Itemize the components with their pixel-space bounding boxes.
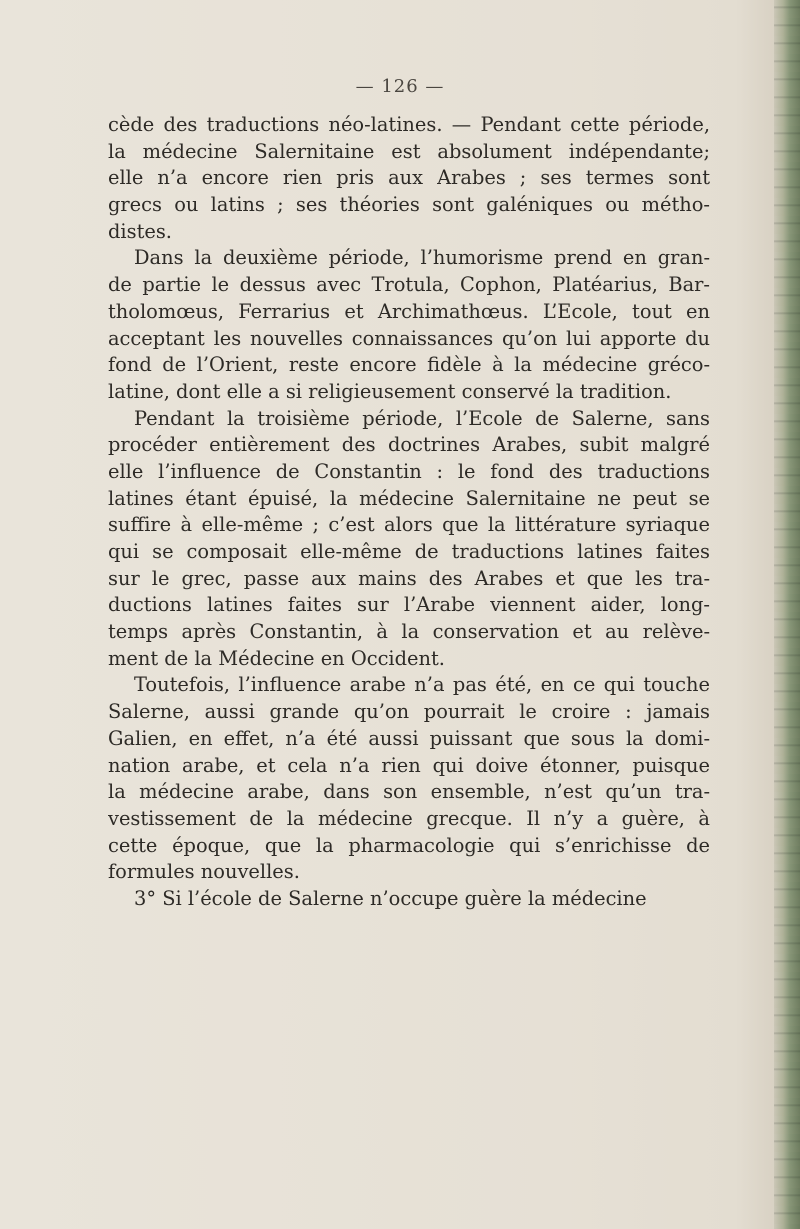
text-line: Salerne, aussi grande qu’on pourrait le croire : jamais xyxy=(108,700,710,724)
text-line: latine, dont elle a si religieusement conservé la tradition. xyxy=(108,379,672,403)
text-line: temps après Constantin, à la conservation et au relève- xyxy=(108,620,710,644)
text-line: cette époque, que la pharmacologie qui s’enrichisse de xyxy=(108,833,710,857)
text-line: Galien, en effet, n’a été aussi puissant que sous la domi- xyxy=(108,726,710,750)
text-line: tholomœus, Ferrarius et Archimathœus. L’Ecole, tout en xyxy=(108,299,710,323)
text-line: Pendant la troisième période, l’Ecole de Salerne, sans xyxy=(134,406,710,430)
text-line: Dans la deuxième période, l’humorisme prend en gran- xyxy=(134,246,710,270)
text-line: procéder entièrement des doctrines Arabes, subit malgré xyxy=(108,433,710,457)
text-line: la médecine Salernitaine est absolument indépendante; xyxy=(108,139,710,163)
text-line: grecs ou latins ; ses théories sont galéniques ou métho- xyxy=(108,193,710,217)
text-line: elle l’influence de Constantin : le fond des traductions xyxy=(108,459,710,483)
text-line: latines étant épuisé, la médecine Salernitaine ne peut se xyxy=(108,486,710,510)
text-line: nation arabe, et cela n’a rien qui doive étonner, puisque xyxy=(108,753,710,777)
text-line: la médecine arabe, dans son ensemble, n’est qu’un tra- xyxy=(108,780,710,804)
text-line: vestissement de la médecine grecque. Il n’y a guère, à xyxy=(108,806,710,830)
text-line: sur le grec, passe aux mains des Arabes et que les tra- xyxy=(108,566,710,590)
text-line: acceptant les nouvelles connaissances qu’on lui apporte du xyxy=(108,326,710,350)
page-number: — 126 — xyxy=(355,76,445,97)
text-line: formules nouvelles. xyxy=(108,860,300,884)
text-line: elle n’a encore rien pris aux Arabes ; ses termes sont xyxy=(108,166,710,190)
text-line: Toutefois, l’influence arabe n’a pas été, en ce qui touche xyxy=(134,673,710,697)
page-edge xyxy=(774,0,800,1229)
body-text xyxy=(108,112,710,913)
text-line: 3° Si l’école de Salerne n’occupe guère la médecine xyxy=(134,886,647,910)
text-line: cède des traductions néo-latines. — Pendant cette période, xyxy=(108,113,710,136)
text-line: fond de l’Orient, reste encore fidèle à la médecine gréco- xyxy=(108,353,710,377)
text-line: suffire à elle-même ; c’est alors que la littérature syriaque xyxy=(108,513,710,537)
text-line: qui se composait elle-même de traductions latines faites xyxy=(108,540,710,563)
text-line: de partie le dessus avec Trotula, Cophon, Platéarius, Bar- xyxy=(108,273,710,297)
text-line: ductions latines faites sur l’Arabe viennent aider, long- xyxy=(108,593,710,617)
text-line: ment de la Médecine en Occident. xyxy=(108,646,445,670)
text-line: distes. xyxy=(108,219,172,243)
